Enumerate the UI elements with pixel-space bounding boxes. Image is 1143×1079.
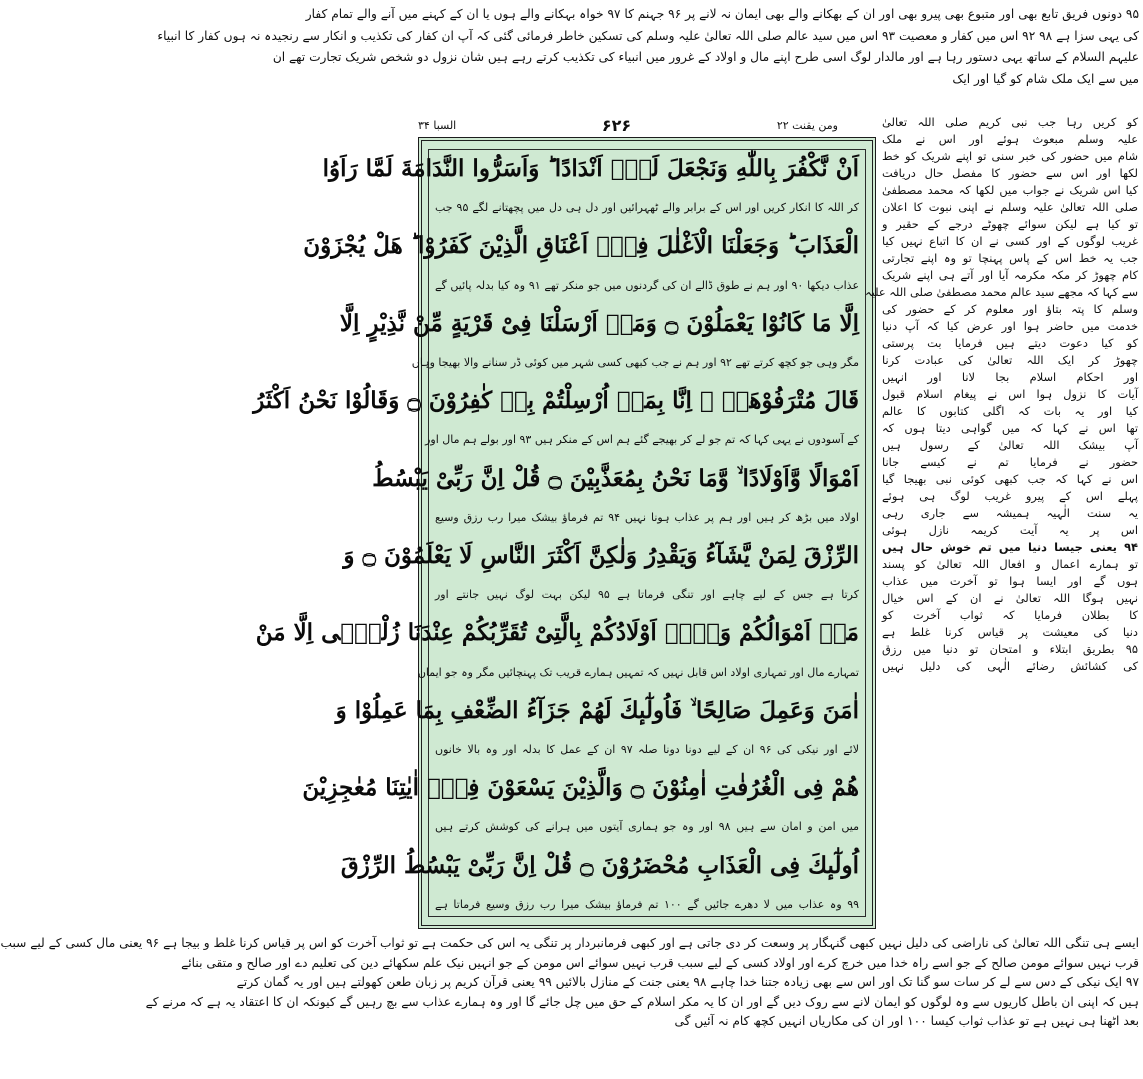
verse-arabic: مَاۤ اَمْوَالُكُمْ وَلَاۤ اَوْلَادُكُمْ بِالَّتِیْ تُقَرِّبُكُمْ عِنْدَنَا زُلْفٰۤی اِلَّا مَنْ: [255, 619, 859, 647]
side-note-line: اور احکام اسلام بجا لانا اور انہیں: [882, 370, 1138, 384]
quran-text-panel: [253, 137, 876, 929]
side-note-line: پہلے اس کے پیرو غریب لوگ ہی ہوئے: [882, 489, 1138, 503]
commentary-line: ایسے ہی تنگی اللہ تعالیٰ کی ناراضی کی دلیل نہیں کبھی گنہگار پر وسعت کر دی جاتی ہے اور کبھی فرمانبردار پر تنگی یہ اس کی حکمت ہے تو ثواب آخرت کو اس پر قیاس کرنا غلط و بیجا ہے ۹۶ یعنی مال کسی کے لیے سبب: [0, 936, 1139, 950]
side-note-line: آیات کا نزول ہوا اس نے پیغام اسلام قبول: [882, 387, 1138, 401]
side-note-line: تو ہمارے اعمال و افعال اللہ تعالیٰ کو پسند: [882, 557, 1138, 571]
side-note-line: کیا اور یہ بات کہ اگلی کتابوں کا عالم: [882, 404, 1138, 418]
verse-translation: عذاب دیکھا ۹۰ اور ہم نے طوق ڈالے ان کی گردنوں میں جو منکر تھے ۹۱ وہ کیا بدلہ پائیں گے: [435, 278, 860, 292]
verse-translation: کے آسودوں نے یہی کہا کہ تم جو لے کر بھیجے گئے ہم اس کے منکر ہیں ۹۳ اور بولے ہم مال اور: [425, 433, 859, 447]
verse-translation: اولاد میں بڑھ کر ہیں اور ہم پر عذاب ہونا نہیں ۹۴ تم فرماؤ بیشک میرا رب رزق وسیع: [435, 510, 859, 524]
side-note-line: جب یہ خط اس کے پاس پہنچا تو وہ اپنے تجارتی: [882, 251, 1138, 265]
verse-arabic: اَنْ نَّكْفُرَ بِاللّٰهِ وَنَجْعَلَ لَهٗۤ اَنْدَادًا ؕ وَاَسَرُّوا النَّدَامَةَ لَمَّا رَاَوُا: [322, 155, 859, 182]
side-commentary: [864, 114, 1138, 929]
commentary-line: کی یہی سزا ہے ۹۸ ۹۲ اس میں کفار و معصیت ۹۳ اس میں سید عالم صلی اللہ تعالیٰ علیہ وسلم کی تسکین خاطر فرمائی گئی کہ آپ ان کفار کی تکذیب و انکار سے رنجیدہ نہ ہوں کفار کا انبیاء: [157, 28, 1139, 43]
side-note-line: صلی اللہ تعالیٰ علیہ وسلم نے اپنی نبوت کا اعلان: [882, 200, 1138, 214]
side-note-line: کیا اس شریک نے جواب میں لکھا کہ محمد مصطفیٰ: [882, 183, 1138, 197]
side-note-line: خدمت میں حاضر ہوا اور عرض کیا کہ آپ دنیا: [882, 319, 1138, 333]
verse-arabic: هُمْ فِی الْغُرُفٰتِ اٰمِنُوْنَ ۝ وَالَّذِیْنَ یَسْعَوْنَ فِیْۤ اٰیٰتِنَا مُعٰجِزِیْنَ: [302, 774, 859, 802]
commentary-line: ہیں کہ اپنی ان باطل کاریوں سے وہ لوگوں کو ایمان لانے سے روک دیں گے اور ان کا یہ مکر اسلام کے حق میں چل جائے گا اور وہ ہمارے عذاب سے بچ رہیں گے کیونکہ ان کا اعتقاد یہ ہے کہ مرنے کے: [145, 994, 1139, 1009]
side-note-line: کو کریں رہا جب نبی کریم صلی اللہ تعالیٰ: [882, 115, 1138, 129]
side-note-line: شام میں حضور کی خبر سنی تو اپنے شریک کو خط: [882, 149, 1138, 163]
side-note-line: لکھا اور اس سے حضور کا مفصل حال دریافت: [882, 166, 1138, 180]
commentary-line: ۹۷ ایک نیکی کے دس سے لے کر سات سو گنا تک اور اس سے بھی زیادہ جتنا خدا چاہے ۹۸ یعنی جنت کے منازل بالائیں ۹۹ یعنی قرآن کریم پر زبان طعن کھولتے ہیں اور یہ گمان کرتے: [236, 975, 1139, 989]
verse-translation: ۹۹ وہ عذاب میں لا دھرے جائیں گے ۱۰۰ تم فرماؤ بیشک میرا رب رزق وسیع فرماتا ہے: [435, 897, 860, 911]
top-commentary: [157, 4, 1139, 112]
side-note-line: یہ سنت الٰہیہ ہمیشہ سے جاری رہی: [882, 506, 1138, 520]
side-note-line: علیہ وسلم مبعوث ہوئے اور اس نے ملک: [882, 132, 1138, 146]
verse-arabic: الْعَذَابَ ؕ وَجَعَلْنَا الْاَغْلٰلَ فِیْۤ اَعْنَاقِ الَّذِیْنَ كَفَرُوْا ؕ هَلْ یُجْزَوْنَ: [303, 232, 859, 260]
verse-translation: میں امن و امان سے ہیں ۹۸ اور وہ جو ہماری آیتوں میں ہرانے کی کوشش کرتے ہیں: [435, 820, 859, 834]
side-note-line: نہیں ہوگا اللہ تعالیٰ نے ان کے اس خیال: [882, 591, 1138, 605]
side-note-line: کا بطلان فرمایا کہ ثواب آخرت کو: [882, 608, 1138, 622]
verse-arabic: اَمْوَالًا وَّاَوْلَادًا ۙ وَّمَا نَحْنُ بِمُعَذَّبِیْنَ ۝ قُلْ اِنَّ رَبِّیْ یَبْسُطُ: [372, 464, 859, 492]
verse-translation: تمہارے مال اور تمہاری اولاد اس قابل نہیں کہ تمہیں ہمارے قریب تک پہنچائیں مگر وہ جو ایمان: [417, 665, 859, 679]
side-note-line: کو کیا دعوت دیتے ہیں فرمایا بت پرستی: [882, 336, 1138, 350]
side-note-line: اس نے کہا کہ جب کبھی کوئی نبی بھیجا گیا: [882, 472, 1138, 486]
verse-translation: لائے اور نیکی کی ۹۶ ان کے لیے دونا دونا صلہ ۹۷ ان کے عمل کا بدلہ اور وہ بالا خانوں: [435, 743, 860, 757]
side-note-line: غریب لوگوں کے اور کسی نے ان کا اتباع نہیں کیا: [882, 234, 1138, 248]
side-note-line: دنیا کی معیشت پر قیاس کرنا غلط ہے: [882, 625, 1138, 639]
quran-text-frame: [253, 149, 866, 917]
side-note-line: تھا اس نے کہا کہ میں گواہی دیتا ہوں کہ: [882, 421, 1138, 435]
verse-arabic: اٰمَنَ وَعَمِلَ صَالِحًا ۙ فَاُولٰٓىٕكَ لَهُمْ جَزَآءُ الضِّعْفِ بِمَا عَمِلُوْا وَ: [335, 696, 859, 724]
side-note-line: ہوں گے اور ایسا ہوا تو آخرت میں عذاب: [882, 574, 1138, 588]
bottom-commentary: [0, 934, 1139, 1074]
commentary-line: قرب نہیں سوائے مومن صالح کے جو اسے راہ خدا میں خرچ کرے اور اولاد کسی کے لیے سبب قرب نہیں سوائے اس مومن کے جو انہیں نیک علم سکھائے دین کی تعلیم دے اور صالح و متقی بنائے: [181, 955, 1139, 970]
commentary-line: بعد اٹھنا ہی نہیں ہے تو عذاب ثواب کیسا ۱۰۰ اور ان کی مکاریاں انہیں کچھ کام نہ آئیں گی: [674, 1014, 1139, 1028]
verse-translation: کرتا ہے جس کے لیے چاہے اور تنگی فرماتا ہے ۹۵ لیکن بہت لوگ نہیں جانتے اور: [435, 588, 859, 602]
surah-name: السبا ۳۴: [418, 118, 457, 132]
side-note-line: اس پر یہ آیت کریمہ نازل ہوئی: [882, 523, 1138, 537]
juz-name: ومن یقنت ۲۲: [776, 118, 838, 132]
verse-translation: کر اللہ کا انکار کریں اور اس کے برابر والے ٹھہرائیں اور دل ہی دل میں پچھتانے لگے ۹۵ جب: [435, 201, 859, 215]
verse-arabic: اِلَّا مَا كَانُوْا یَعْمَلُوْنَ ۝ وَمَاۤ اَرْسَلْنَا فِیْ قَرْیَةٍ مِّنْ نَّذِیْرٍ اِلَّا: [339, 309, 859, 337]
verse-arabic: اُولٰٓىٕكَ فِی الْعَذَابِ مُحْضَرُوْنَ ۝ قُلْ اِنَّ رَبِّیْ یَبْسُطُ الرِّزْقَ: [340, 851, 859, 879]
commentary-line: میں سے ایک ملک شام کو گیا اور ایک: [952, 71, 1139, 86]
commentary-line: علیہم السلام کے ساتھ یہی دستور رہا ہے اور مالدار لوگ اسی طرح اپنے مال و اولاد کے غرور میں انبیاء کی تکذیب کرتے رہے ہیں شان نزول دو شخص شریک تجارت تھے ان: [272, 50, 1139, 64]
side-note-line: آپ بیشک اللہ تعالیٰ کے رسول ہیں: [882, 438, 1138, 452]
side-note-line: ۹۴ یعنی جیسا دنیا میں تم خوش حال ہیں: [882, 540, 1138, 554]
side-note-line: ۹۵ بطریق ابتلاء و امتحان تو دنیا میں رزق: [882, 642, 1138, 656]
side-note-line: کام چھوڑ کر مکہ مکرمہ آیا اور آتے ہی اپنے شریک: [882, 268, 1138, 282]
page-header: [418, 114, 838, 136]
side-note-line: تو کیا ہے لیکن سوائے چھوٹے درجے کے حقیر و: [882, 217, 1138, 231]
page-number: ۶۲۶: [601, 115, 632, 135]
commentary-line: ۹۵ دونوں فریق تابع بھی اور متبوع بھی پیرو بھی اور ان کے بھکانے والے بھی ایمان نہ لانے پر ۹۶ جہنم کا ۹۷ خواہ بہکانے والے ہوں یا ان کے کہنے میں آنے والے تمام کفار: [305, 7, 1139, 21]
side-note-line: سے کہا کہ مجھے سید عالم محمد مصطفیٰ صلی اللہ علیہ: [864, 285, 1138, 299]
verse-translation: مگر وہی جو کچھ کرتے تھے ۹۲ اور ہم نے جب کبھی کسی شہر میں کوئی ڈر سنانے والا بھیجا وہاں: [411, 356, 859, 370]
side-note-line: وسلم کا پتہ بتاؤ اور معلوم کر کے حضور کی: [882, 302, 1138, 316]
verse-arabic: الرِّزْقَ لِمَنْ یَّشَآءُ وَیَقْدِرُ وَلٰكِنَّ اَكْثَرَ النَّاسِ لَا یَعْلَمُوْنَ ۝ وَ: [343, 542, 859, 570]
verse-arabic: قَالَ مُتْرَفُوْهَاۤ ۙ اِنَّا بِمَاۤ اُرْسِلْتُمْ بِهٖ كٰفِرُوْنَ ۝ وَقَالُوْا نَحْنُ اَكْثَرُ: [253, 387, 859, 415]
side-note-line: حضور نے فرمایا تم نے کیسے جانا: [882, 455, 1138, 469]
side-note-line: کی کشائش رضائے الٰہی کی دلیل نہیں: [882, 659, 1138, 673]
side-note-line: چھوڑ کر ایک اللہ تعالیٰ کی عبادت کرنا: [882, 353, 1138, 367]
